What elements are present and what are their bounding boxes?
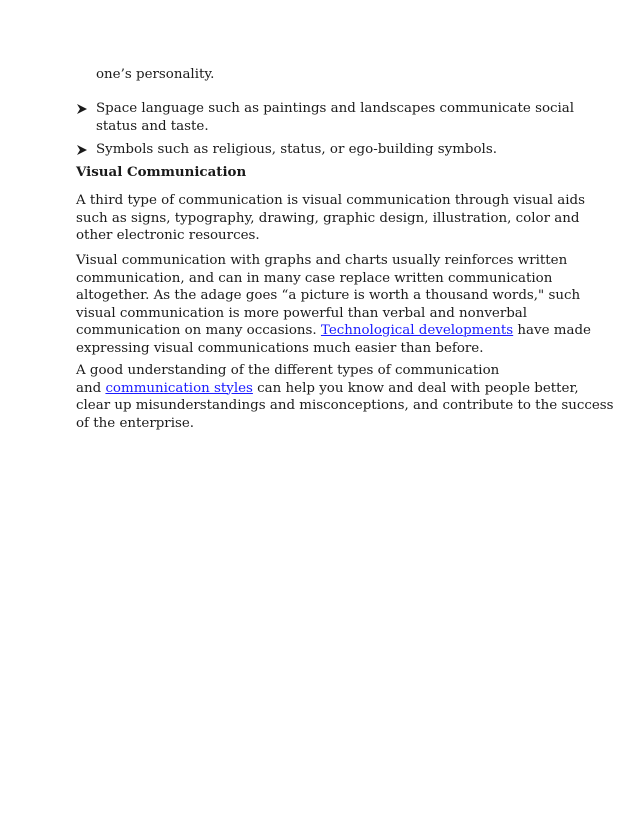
paragraph-line: Visual communication with graphs and charts usually reinforces written	[76, 253, 568, 268]
paragraph-line: such as signs, typography, drawing, graphic design, illustration, color and	[76, 210, 580, 226]
section-heading-block	[76, 164, 246, 182]
paragraph-line: of the enterprise.	[76, 415, 195, 431]
paragraph-line: visual communication is more powerful than verbal and nonverbal	[76, 305, 528, 321]
bullet-item	[76, 141, 576, 159]
bullet-continuation	[76, 66, 576, 84]
text-run: can help you know and deal with people better,	[252, 380, 579, 396]
communication-styles-link[interactable]: communication styles	[105, 380, 253, 396]
section-heading: Visual Communication	[76, 164, 247, 180]
text-run: and	[76, 380, 106, 396]
paragraph-line: communication, and can in many case replace written communication	[76, 270, 553, 286]
paragraph	[76, 362, 614, 432]
paragraph	[76, 252, 591, 357]
paragraph-line: other electronic resources.	[76, 228, 260, 243]
text-run: have made	[513, 323, 591, 338]
arrowhead-bullet-icon	[76, 144, 88, 156]
bullet-text-line: Space language such as paintings and landscapes communicate social	[96, 101, 575, 116]
bullet-text-line: Symbols such as religious, status, or ego-building symbols.	[96, 142, 497, 157]
technological-developments-link[interactable]: Technological developments	[320, 323, 514, 338]
bullet-continuation-text: one’s personality.	[96, 67, 215, 82]
paragraph	[76, 192, 585, 245]
text-run: communication on many occasions.	[76, 323, 321, 338]
paragraph-line: expressing visual communications much easier than before.	[76, 340, 484, 356]
paragraph-line: clear up misunderstandings and misconceptions, and contribute to the success	[76, 398, 614, 413]
paragraph-line: A third type of communication is visual communication through visual aids	[76, 193, 585, 208]
bullet-item	[76, 100, 576, 135]
paragraph-line: A good understanding of the different types of communication	[76, 363, 500, 378]
bullet-text-line: status and taste.	[96, 118, 209, 134]
arrowhead-bullet-icon	[76, 103, 88, 115]
paragraph-line	[76, 322, 591, 340]
paragraph-line	[76, 380, 579, 398]
paragraph-line: altogether. As the adage goes “a picture is worth a thousand words," such	[76, 288, 581, 303]
